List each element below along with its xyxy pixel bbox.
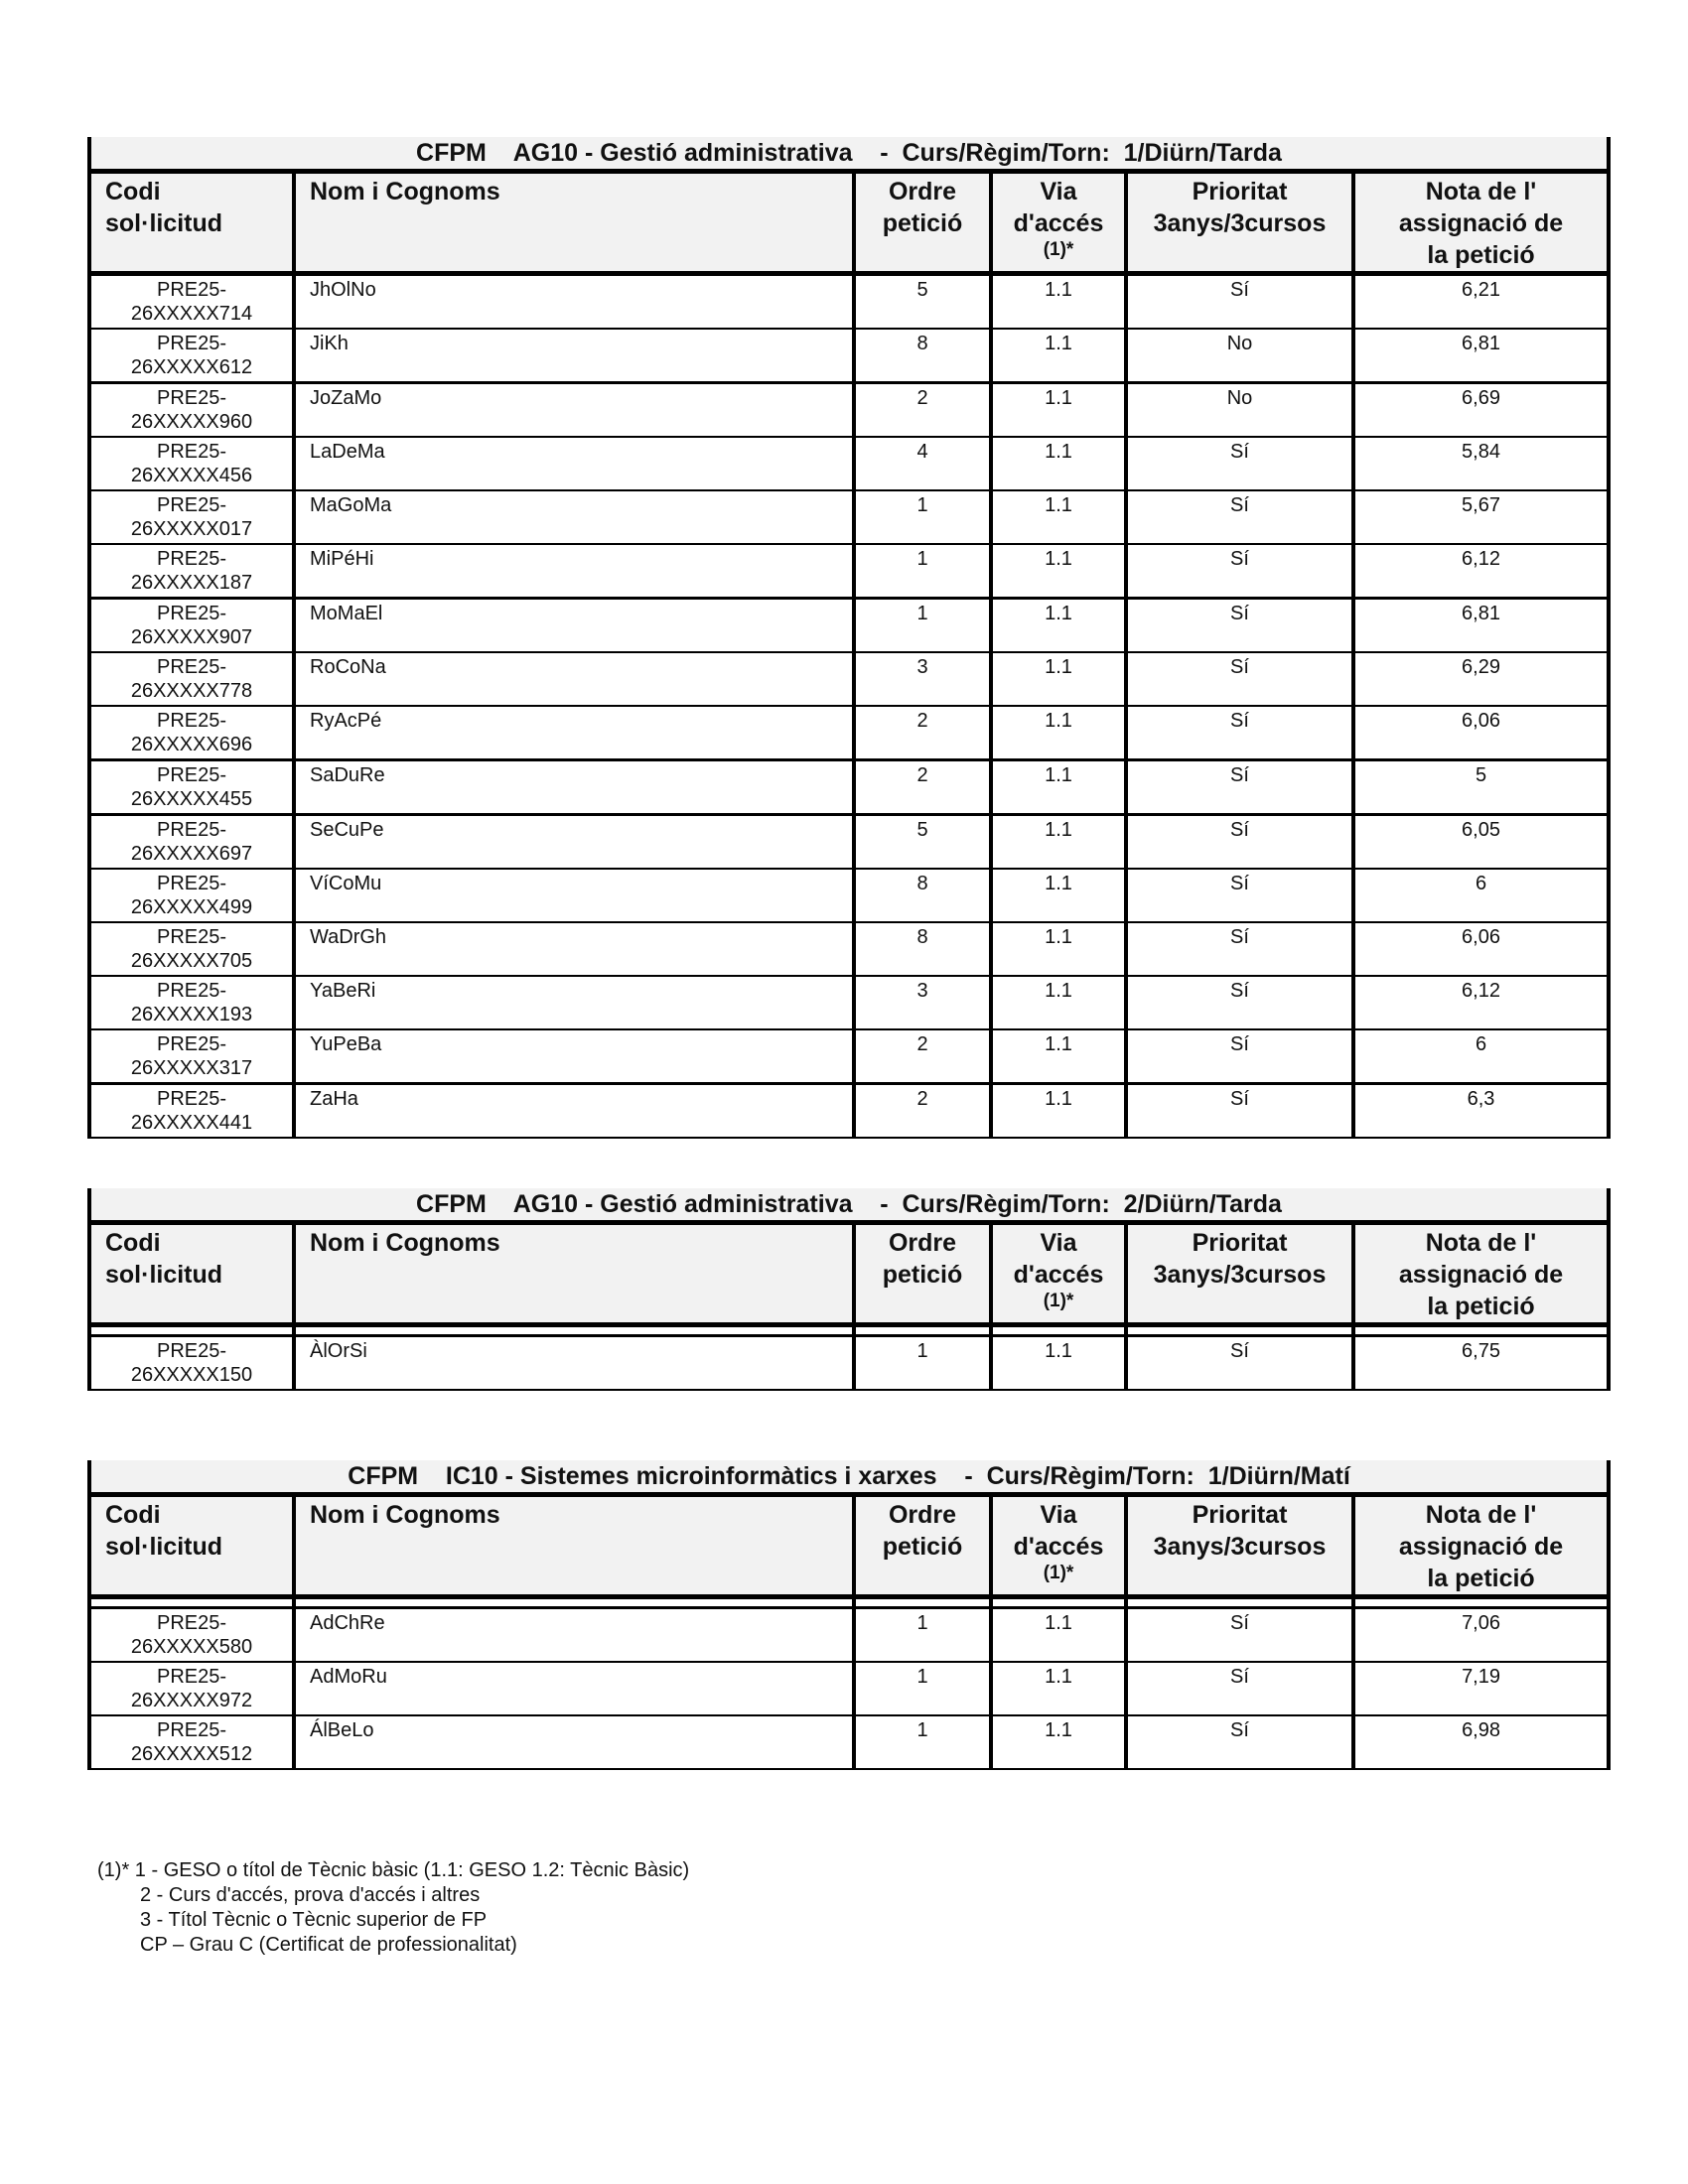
cell-nom: MaGoMa [294,490,854,544]
header-codi: Codi sol·licitud [89,172,294,274]
cell-via: 1.1 [991,760,1126,815]
spacer-cell [294,1597,854,1608]
table-title: CFPM IC10 - Sistemes microinformàtics i xarxes - Curs/Règim/Torn: 1/Diürn/Matí [89,1460,1609,1495]
cell-codi: PRE25- 26XXXXX580 [89,1608,294,1663]
cell-nom: WaDrGh [294,922,854,976]
cell-prioritat: Sí [1126,437,1353,490]
table-row [89,383,1609,438]
cell-ordre: 2 [854,760,991,815]
table-row [89,1084,1609,1139]
cell-via: 1.1 [991,544,1126,599]
cell-ordre: 1 [854,544,991,599]
spacer-cell [854,1325,991,1336]
cell-codi: PRE25- 26XXXXX187 [89,544,294,599]
header-via-label: Via d'accés [1013,1501,1104,1561]
footnote-text: 1 - GESO o títol de Tècnic bàsic (1.1: GESO 1.2: Tècnic Bàsic) [134,1859,690,1881]
cell-nota: 6 [1353,869,1609,922]
cell-via: 1.1 [991,1336,1126,1391]
cell-via: 1.1 [991,1662,1126,1715]
cell-ordre: 3 [854,976,991,1029]
spacer-cell [89,1325,294,1336]
table-title-row [89,137,1609,172]
table-title: CFPM AG10 - Gestió administrativa - Curs/Règim/Torn: 2/Diürn/Tarda [89,1188,1609,1223]
header-prioritat: Prioritat 3anys/3cursos [1126,1495,1353,1597]
header-via [991,172,1126,274]
table-row [89,544,1609,599]
header-nota: Nota de l' assignació de la petició [1353,1223,1609,1325]
cell-prioritat: Sí [1126,274,1353,330]
admissions-table [87,137,1611,1139]
table-row [89,437,1609,490]
cell-via: 1.1 [991,922,1126,976]
header-row [89,1495,1609,1597]
cell-nom: VíCoMu [294,869,854,922]
cell-prioritat: Sí [1126,1715,1353,1769]
cell-ordre: 1 [854,1336,991,1391]
cell-prioritat: Sí [1126,1084,1353,1139]
header-nom: Nom i Cognoms [294,1223,854,1325]
footnote-line [97,1858,689,1883]
header-nota: Nota de l' assignació de la petició [1353,1495,1609,1597]
table-row [89,599,1609,653]
cell-nom: AdChRe [294,1608,854,1663]
header-codi: Codi sol·licitud [89,1495,294,1597]
cell-codi: PRE25- 26XXXXX150 [89,1336,294,1391]
spacer-cell [1353,1597,1609,1608]
cell-via: 1.1 [991,1715,1126,1769]
cell-via: 1.1 [991,1084,1126,1139]
cell-ordre: 1 [854,1662,991,1715]
cell-nom: JhOlNo [294,274,854,330]
cell-codi: PRE25- 26XXXXX512 [89,1715,294,1769]
header-via [991,1223,1126,1325]
spacer-cell [294,1325,854,1336]
cell-codi: PRE25- 26XXXXX193 [89,976,294,1029]
table-row [89,490,1609,544]
cell-codi: PRE25- 26XXXXX499 [89,869,294,922]
table-row [89,329,1609,383]
cell-prioritat: Sí [1126,1029,1353,1084]
header-row [89,172,1609,274]
cell-via: 1.1 [991,599,1126,653]
cell-ordre: 1 [854,1608,991,1663]
cell-ordre: 8 [854,922,991,976]
spacer-cell [89,1597,294,1608]
spacer-cell [1353,1325,1609,1336]
table-row [89,869,1609,922]
header-via [991,1495,1126,1597]
cell-via: 1.1 [991,1029,1126,1084]
cell-codi: PRE25- 26XXXXX441 [89,1084,294,1139]
footnote-line: 2 - Curs d'accés, prova d'accés i altres [140,1884,481,1906]
cell-nota: 6,3 [1353,1084,1609,1139]
table-title: CFPM AG10 - Gestió administrativa - Curs/Règim/Torn: 1/Diürn/Tarda [89,137,1609,172]
table-row [89,274,1609,330]
cell-prioritat: No [1126,329,1353,383]
cell-nota: 6,21 [1353,274,1609,330]
table-row [89,922,1609,976]
cell-prioritat: Sí [1126,706,1353,760]
header-nom: Nom i Cognoms [294,172,854,274]
table-row [89,1608,1609,1663]
cell-via: 1.1 [991,652,1126,706]
header-via-note: (1)* [1043,1563,1074,1583]
cell-nom: ÀlOrSi [294,1336,854,1391]
cell-nom: JiKh [294,329,854,383]
spacer-row [89,1597,1609,1608]
cell-codi: PRE25- 26XXXXX705 [89,922,294,976]
cell-nota: 5,67 [1353,490,1609,544]
cell-nota: 6 [1353,1029,1609,1084]
table-row [89,976,1609,1029]
footnote [97,1858,689,1958]
cell-via: 1.1 [991,815,1126,870]
cell-codi: PRE25- 26XXXXX960 [89,383,294,438]
cell-prioritat: Sí [1126,922,1353,976]
cell-nom: JoZaMo [294,383,854,438]
cell-prioritat: Sí [1126,652,1353,706]
footnote-line: 3 - Títol Tècnic o Tècnic superior de FP [140,1909,488,1931]
cell-nota: 6,69 [1353,383,1609,438]
cell-nota: 6,29 [1353,652,1609,706]
cell-nota: 5,84 [1353,437,1609,490]
footnote-line: CP – Grau C (Certificat de professionalitat) [140,1934,517,1956]
cell-codi: PRE25- 26XXXXX455 [89,760,294,815]
header-row [89,1223,1609,1325]
spacer-cell [1126,1325,1353,1336]
cell-nom: ZaHa [294,1084,854,1139]
cell-codi: PRE25- 26XXXXX972 [89,1662,294,1715]
cell-via: 1.1 [991,329,1126,383]
table-row [89,706,1609,760]
spacer-cell [991,1597,1126,1608]
table-row [89,1029,1609,1084]
cell-via: 1.1 [991,274,1126,330]
cell-prioritat: Sí [1126,815,1353,870]
cell-nota: 6,81 [1353,599,1609,653]
table-row [89,1662,1609,1715]
cell-codi: PRE25- 26XXXXX778 [89,652,294,706]
cell-prioritat: Sí [1126,599,1353,653]
cell-prioritat: Sí [1126,1662,1353,1715]
cell-ordre: 1 [854,1715,991,1769]
cell-nom: LaDeMa [294,437,854,490]
header-via-note: (1)* [1043,1291,1074,1311]
cell-via: 1.1 [991,490,1126,544]
cell-via: 1.1 [991,1608,1126,1663]
cell-via: 1.1 [991,976,1126,1029]
cell-ordre: 8 [854,869,991,922]
spacer-row [89,1325,1609,1336]
admissions-table [87,1188,1611,1391]
cell-nom: SeCuPe [294,815,854,870]
cell-nom: SaDuRe [294,760,854,815]
cell-nom: RoCoNa [294,652,854,706]
cell-prioritat: Sí [1126,869,1353,922]
spacer-cell [1126,1597,1353,1608]
cell-codi: PRE25- 26XXXXX714 [89,274,294,330]
table-row [89,1336,1609,1391]
cell-codi: PRE25- 26XXXXX907 [89,599,294,653]
cell-nota: 6,06 [1353,922,1609,976]
table-row [89,652,1609,706]
cell-ordre: 4 [854,437,991,490]
cell-nom: YuPeBa [294,1029,854,1084]
cell-prioritat: Sí [1126,1608,1353,1663]
table-row [89,1715,1609,1769]
cell-ordre: 5 [854,815,991,870]
table-title-row [89,1188,1609,1223]
cell-nom: AdMoRu [294,1662,854,1715]
cell-ordre: 8 [854,329,991,383]
header-codi: Codi sol·licitud [89,1223,294,1325]
cell-ordre: 1 [854,490,991,544]
header-prioritat: Prioritat 3anys/3cursos [1126,1223,1353,1325]
table-row [89,815,1609,870]
header-via-note: (1)* [1043,239,1074,260]
cell-nota: 5 [1353,760,1609,815]
cell-via: 1.1 [991,869,1126,922]
cell-via: 1.1 [991,706,1126,760]
admissions-table [87,1460,1611,1770]
cell-nota: 6,06 [1353,706,1609,760]
cell-prioritat: Sí [1126,760,1353,815]
cell-nom: ÁlBeLo [294,1715,854,1769]
header-nota: Nota de l' assignació de la petició [1353,172,1609,274]
cell-ordre: 1 [854,599,991,653]
cell-codi: PRE25- 26XXXXX612 [89,329,294,383]
spacer-cell [854,1597,991,1608]
header-prioritat: Prioritat 3anys/3cursos [1126,172,1353,274]
cell-via: 1.1 [991,437,1126,490]
cell-nota: 6,05 [1353,815,1609,870]
cell-ordre: 2 [854,706,991,760]
cell-codi: PRE25- 26XXXXX456 [89,437,294,490]
cell-ordre: 2 [854,383,991,438]
cell-prioritat: Sí [1126,1336,1353,1391]
header-ordre: Ordre petició [854,1495,991,1597]
cell-codi: PRE25- 26XXXXX317 [89,1029,294,1084]
cell-prioritat: Sí [1126,976,1353,1029]
cell-prioritat: No [1126,383,1353,438]
header-ordre: Ordre petició [854,1223,991,1325]
cell-via: 1.1 [991,383,1126,438]
cell-nom: YaBeRi [294,976,854,1029]
cell-ordre: 2 [854,1084,991,1139]
cell-ordre: 2 [854,1029,991,1084]
cell-codi: PRE25- 26XXXXX696 [89,706,294,760]
header-via-label: Via d'accés [1013,178,1104,237]
cell-nom: MoMaEl [294,599,854,653]
cell-nota: 6,98 [1353,1715,1609,1769]
cell-ordre: 3 [854,652,991,706]
header-ordre: Ordre petició [854,172,991,274]
table-row [89,760,1609,815]
cell-ordre: 5 [854,274,991,330]
cell-nota: 7,19 [1353,1662,1609,1715]
cell-codi: PRE25- 26XXXXX017 [89,490,294,544]
cell-prioritat: Sí [1126,544,1353,599]
cell-nota: 6,12 [1353,976,1609,1029]
cell-codi: PRE25- 26XXXXX697 [89,815,294,870]
cell-nota: 6,75 [1353,1336,1609,1391]
header-via-label: Via d'accés [1013,1229,1104,1289]
cell-nota: 6,81 [1353,329,1609,383]
cell-nota: 7,06 [1353,1608,1609,1663]
cell-nom: RyAcPé [294,706,854,760]
spacer-cell [991,1325,1126,1336]
table-title-row [89,1460,1609,1495]
header-nom: Nom i Cognoms [294,1495,854,1597]
cell-nota: 6,12 [1353,544,1609,599]
cell-prioritat: Sí [1126,490,1353,544]
footnote-marker: (1)* [97,1859,130,1881]
cell-nom: MiPéHi [294,544,854,599]
